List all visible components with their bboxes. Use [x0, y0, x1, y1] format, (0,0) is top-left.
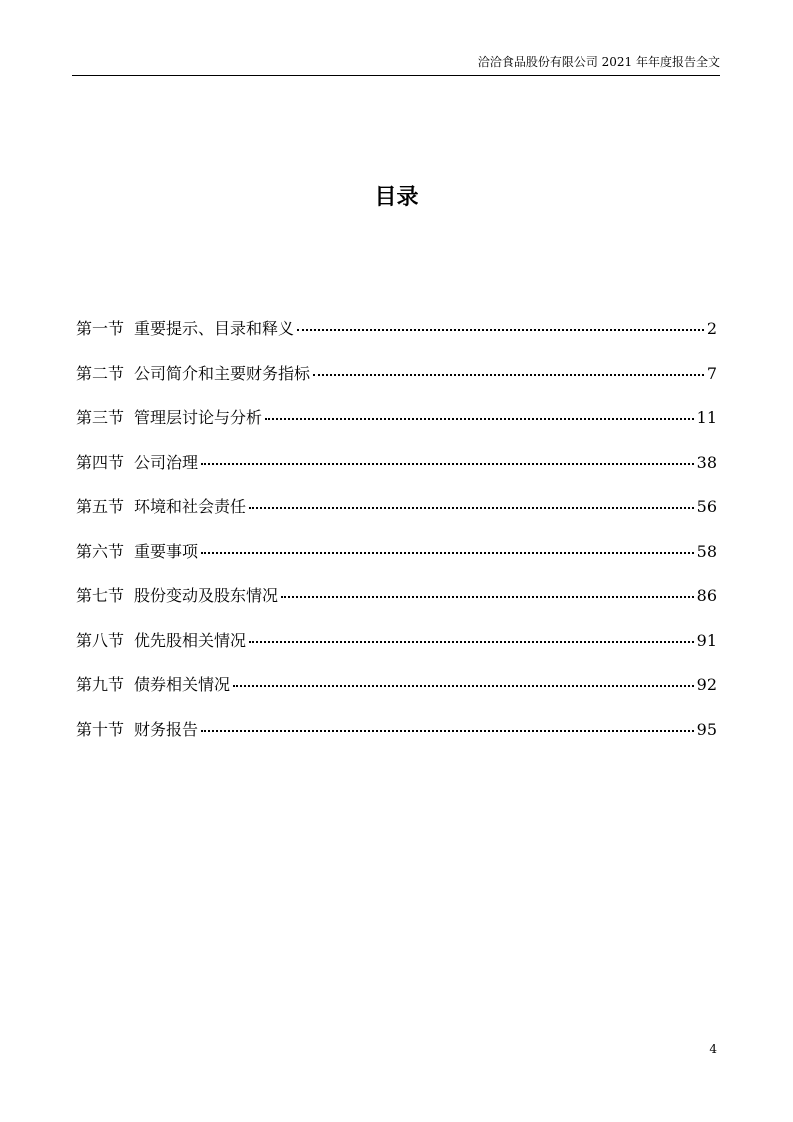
toc-page-number: 2 — [706, 319, 717, 338]
toc-section-label: 第六节 — [76, 541, 125, 561]
toc-entry[interactable] — [76, 672, 717, 717]
toc-dot-leader — [201, 552, 694, 554]
toc-page-number: 86 — [696, 586, 717, 605]
toc-section-title: 重要提示、目录和释义 — [134, 319, 295, 338]
toc-section-label: 第九节 — [76, 675, 125, 694]
toc-section-title: 重要事项 — [134, 541, 199, 561]
toc-section-label: 第三节 — [76, 408, 125, 427]
toc-page-number: 58 — [696, 541, 717, 561]
toc-section-label: 第四节 — [76, 452, 125, 472]
toc-entry[interactable] — [76, 361, 717, 406]
toc-dot-leader — [249, 507, 694, 509]
toc-page-number: 38 — [696, 452, 717, 472]
toc-page-number: 7 — [706, 363, 717, 383]
toc-page-number: 91 — [696, 630, 717, 650]
toc-entry[interactable] — [76, 583, 717, 628]
toc-dot-leader — [297, 329, 704, 331]
toc-section-label: 第一节 — [76, 319, 125, 338]
toc-dot-leader — [201, 463, 694, 465]
toc-section-label: 第八节 — [76, 630, 125, 650]
toc-entry[interactable] — [76, 494, 717, 539]
toc-dot-leader — [265, 418, 694, 420]
toc-section-title: 公司简介和主要财务指标 — [134, 363, 311, 383]
toc-section-label: 第七节 — [76, 586, 125, 605]
toc-section-title: 公司治理 — [134, 452, 199, 472]
toc-page-number: 95 — [696, 719, 717, 739]
toc-entry[interactable] — [76, 539, 717, 584]
toc-section-title: 财务报告 — [134, 719, 199, 739]
toc-section-title: 债券相关情况 — [134, 675, 231, 694]
toc-entry[interactable] — [76, 316, 717, 361]
toc-entry[interactable] — [76, 628, 717, 673]
toc-dot-leader — [281, 596, 694, 598]
toc-section-label: 第二节 — [76, 363, 125, 383]
toc-dot-leader — [201, 730, 694, 732]
toc-page-number: 56 — [696, 497, 717, 516]
header-title: 洽洽食品股份有限公司 2021 年年度报告全文 — [477, 55, 720, 69]
table-of-contents — [76, 316, 717, 761]
page-header — [72, 55, 720, 76]
toc-page-number: 11 — [696, 408, 717, 427]
toc-section-title: 优先股相关情况 — [134, 630, 247, 650]
toc-section-title: 股份变动及股东情况 — [134, 586, 279, 605]
toc-section-title: 管理层讨论与分析 — [134, 408, 263, 427]
toc-dot-leader — [249, 641, 694, 643]
toc-dot-leader — [313, 374, 704, 376]
toc-dot-leader — [233, 685, 694, 687]
toc-entry[interactable] — [76, 450, 717, 495]
toc-page-number: 92 — [696, 675, 717, 694]
toc-entry[interactable] — [76, 717, 717, 762]
toc-section-title: 环境和社会责任 — [134, 497, 247, 516]
footer-page-number: 4 — [709, 1042, 717, 1056]
toc-entry[interactable] — [76, 405, 717, 450]
toc-section-label: 第五节 — [76, 497, 125, 516]
page-title: 目录 — [374, 185, 419, 210]
toc-section-label: 第十节 — [76, 719, 125, 739]
